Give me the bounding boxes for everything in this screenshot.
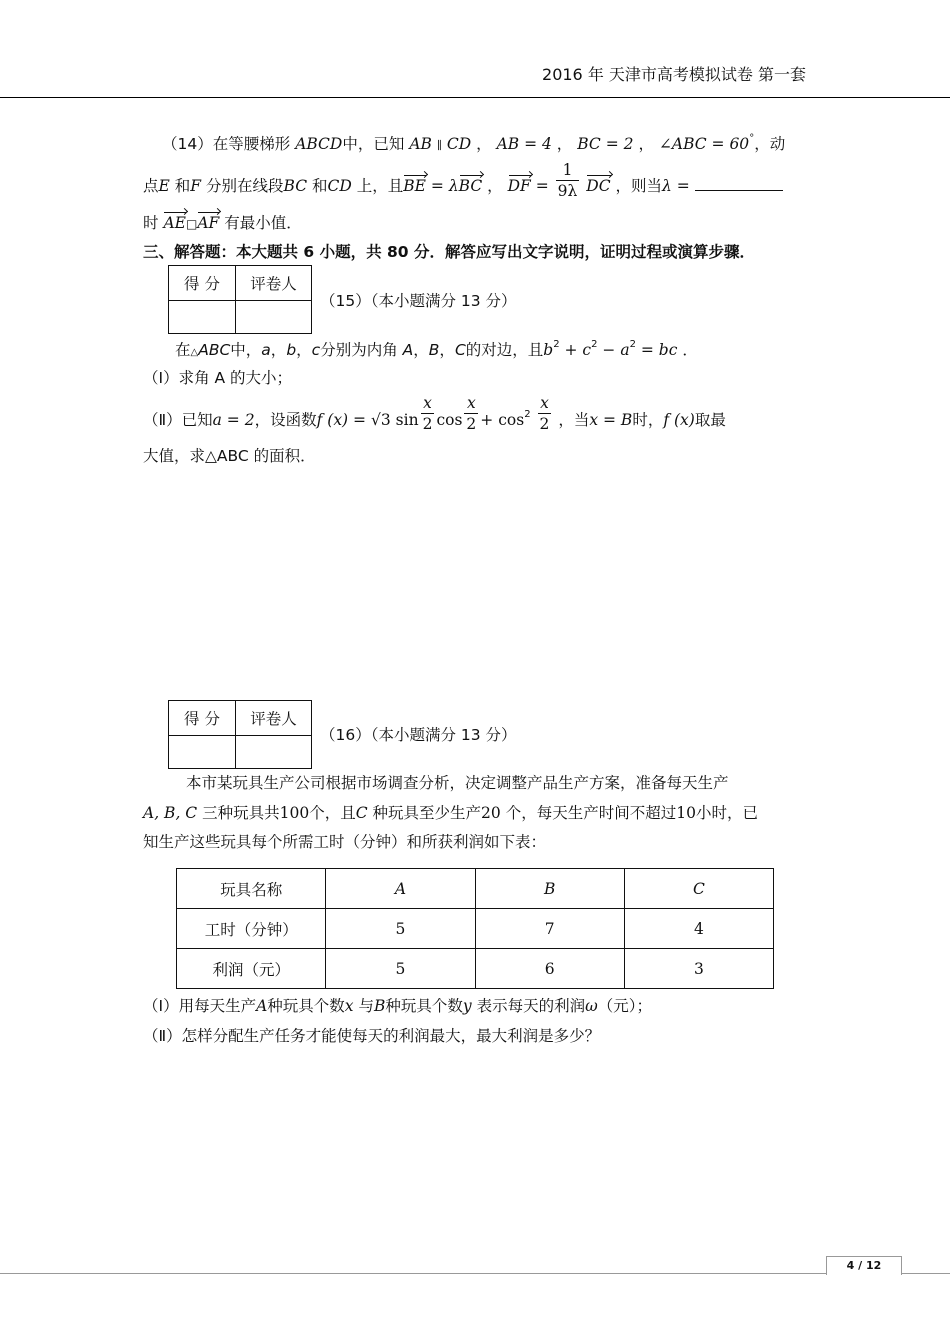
q14-angle-eq: ∠ABC = 60 [658,135,750,153]
q14-text-f: 上，且 [356,177,404,195]
q16-part1-d: 表示每天的利润 [476,997,586,1015]
q16-line2-c: 种玩具至少生产 [372,804,482,822]
q15-sin: sin [395,411,419,429]
q14-af-vector: AF [197,214,220,232]
q15-sq1: 2 [553,339,560,350]
q14-dc-vector: DC [586,177,611,195]
footer-divider [0,1273,950,1274]
q14-sep2: ， [556,135,573,153]
score-table-q16 [168,700,312,769]
q14-degree: ° [749,133,755,144]
q15-frac3-den: 2 [539,415,550,433]
q14-cd2: CD [327,177,352,195]
q14-f: F [190,177,202,195]
table-cell: 利润（元） [177,949,326,989]
score-header: 得 分 [169,701,236,736]
q15-cos2: cos [498,411,525,429]
q16-part1-b: 种玩具个数 [267,997,345,1015]
q15-sq2: 2 [591,339,598,350]
q16-x: x [344,997,354,1015]
q16-line2-a: 三种玩具共 [202,804,280,822]
q15-plus: + [480,411,494,429]
q15-fx2: f (x) [663,411,695,429]
q16-A: A [256,997,268,1015]
q14-text-e: 分别在线段 [206,177,284,195]
table-cell: 工时（分钟） [177,909,326,949]
grader-header: 评卷人 [236,266,312,301]
q14-eq: = [535,177,549,195]
q15-b: b [286,341,297,359]
table-row [177,949,774,989]
q16-n100: 100 [279,804,310,822]
q16-line1: 本市某玩具生产公司根据市场调查分析，决定调整产品生产方案，准备每天生产 [186,774,729,792]
q15-A: A [402,341,414,359]
table-row [177,909,774,949]
q14-bc: BC [283,177,308,195]
q14-text-i: 有最小值． [224,214,302,232]
q15-eq-b: b [543,341,554,359]
header-title: 2016 年 天津市高考模拟试卷 第一套 [542,65,806,84]
q15-x-eq: x = B [589,411,633,429]
q16-n10: 10 [676,804,696,822]
q15-frac2-den: 2 [466,415,477,433]
page-number: 4 / 12 [826,1256,902,1275]
score-cell[interactable] [169,301,236,334]
table-header-cell: 玩具名称 [177,869,326,909]
q16-part1-c: 与 [358,997,374,1015]
q15-line1-a: 在 [175,341,191,359]
q15-frac3 [538,393,552,434]
q14-line2 [143,161,783,201]
q15-triangle: △ [190,347,199,358]
q14-text-b: 中，已知 [342,135,405,153]
q16-line3: 知生产这些玩具每个所需工时（分钟）和所获利润如下表： [143,833,547,851]
q14-and2: 和 [312,177,328,195]
q14-bc-vector: BC [458,177,483,195]
q15-fx: f (x) = [316,411,367,429]
q14-text-g: ，则当 [615,177,663,195]
q15-frac1 [421,393,435,434]
q14-ab-eq: AB = 4 [496,135,552,153]
q14-lambda-eq: λ = [662,177,690,195]
q15-B: B [428,341,440,359]
q14-sep4: ， [487,177,503,195]
q16-part1-a: （Ⅰ）用每天生产 [143,997,257,1015]
q14-fraction [556,160,580,201]
q15-eq-bc: = bc [635,341,678,359]
q16-line2-e: 小时，已 [695,804,758,822]
q15-cos-sq: 2 [524,409,531,420]
q15-line1-d: 的对边，且 [465,341,544,359]
q16-part1-b2: 种玩具个数 [385,997,463,1015]
q16-y: y [462,997,472,1015]
q16-line2 [143,803,758,823]
q15-line1: 在△ABC中，a，b，c分别为内角 A，B，C的对边，且$b^2 + c^2 - a^2$ = bc ． [175,339,698,359]
q14-dot: □ [185,217,198,231]
table-header-cell: C [624,869,773,909]
q14-text-d: 点 [143,177,159,195]
q14-and: 和 [174,177,191,195]
q14-e: E [158,177,170,195]
q15-a: a [261,341,271,359]
q14-ab: AB [409,135,432,153]
q16-part1-e: （元）； [597,997,653,1015]
q14-df-vector: DF [507,177,531,195]
table-header-row [177,869,774,909]
q16-n20: 20 [481,804,501,822]
q14-text-c: ，动 [754,135,786,153]
q15-part2-e: 取最 [694,411,726,429]
q14-be-vector: BE [403,177,426,195]
q15-sqrt3: √3 [370,411,391,429]
q14-answer-blank[interactable] [695,176,783,191]
q15-c: c [311,341,321,359]
table-cell: 5 [326,949,475,989]
q14-sep1: ， [476,135,492,153]
q14-line3 [143,213,302,234]
q14-label: （14） [162,135,213,153]
q16-line2-d: 个，每天生产时间不超过 [505,804,677,822]
q15-abc: ABC [198,341,231,359]
q15-frac2 [464,393,478,434]
q14-abcd: ABCD [295,135,343,153]
q15-C: C [454,341,466,359]
q15-minus-a: − a [597,341,630,359]
table-header-cell: B [475,869,624,909]
q15-part2-b: ，设函数 [254,411,317,429]
q15-frac1-num: x [421,393,435,414]
header-divider [0,97,950,98]
score-header: 得 分 [169,266,236,301]
q15-frac3-num: x [538,393,552,414]
table-cell: 5 [326,909,475,949]
q14-sep3: ， [638,135,654,153]
q16-line2-b: 个，且 [309,804,356,822]
grader-header: 评卷人 [236,701,312,736]
grader-cell[interactable] [236,301,312,334]
q16-part1 [143,996,652,1016]
q16-abc-list: A, B, C [143,804,198,822]
q15-part2 [143,394,726,434]
q16-B: B [374,997,386,1015]
q14-frac-num: 1 [556,160,580,181]
table-cell: 7 [475,909,624,949]
q15-sq3: 2 [629,339,636,350]
q14-frac-den: 9λ [557,182,578,200]
q15-plus-c: + c [559,341,592,359]
q16-title: （16）（本小题满分 13 分） [320,726,517,744]
score-table-q15 [168,265,312,334]
q16-c: C [355,804,368,822]
q16-omega: ω [585,997,598,1015]
q15-part2-a: （Ⅱ）已知 [143,411,213,429]
q15-frac2-num: x [464,393,478,414]
q15-line1-c: 分别为内角 [320,341,398,359]
q16-part2: （Ⅱ）怎样分配生产任务才能使每天的利润最大，最大利润是多少？ [143,1027,601,1045]
q15-a-eq: a = 2 [212,411,255,429]
q14-ae-vector: AE [163,214,186,232]
q14-line1 [162,134,785,156]
table-header-cell: A [326,869,475,909]
table-cell: 6 [475,949,624,989]
q14-cd: CD [446,135,472,153]
score-cell[interactable] [169,736,236,769]
q14-eq-lambda: = λ [430,177,459,195]
q14-bc-eq: BC = 2 [577,135,634,153]
q15-part1: （Ⅰ）求角 A 的大小； [143,369,293,387]
toy-table [176,868,774,989]
q15-part2-d: 时， [632,411,664,429]
q15-part2-c: ，当 [558,411,590,429]
grader-cell[interactable] [236,736,312,769]
q14-text-h: 时 [143,214,159,232]
section3-heading: 三、解答题：本大题共 6 小题，共 80 分．解答应写出文字说明，证明过程或演算步骤． [143,243,755,261]
q15-line1-b: 中， [230,341,262,359]
q15-period: ． [682,341,698,359]
q14-text-a: 在等腰梯形 [212,135,291,153]
q14-parallel: ∥ [436,139,442,152]
q15-title: （15）（本小题满分 13 分） [320,292,517,310]
table-cell: 3 [624,949,773,989]
q15-part2-cont: 大值，求△ABC 的面积． [143,447,316,465]
q15-cos: cos [436,411,463,429]
q15-frac1-den: 2 [422,415,433,433]
table-cell: 4 [624,909,773,949]
